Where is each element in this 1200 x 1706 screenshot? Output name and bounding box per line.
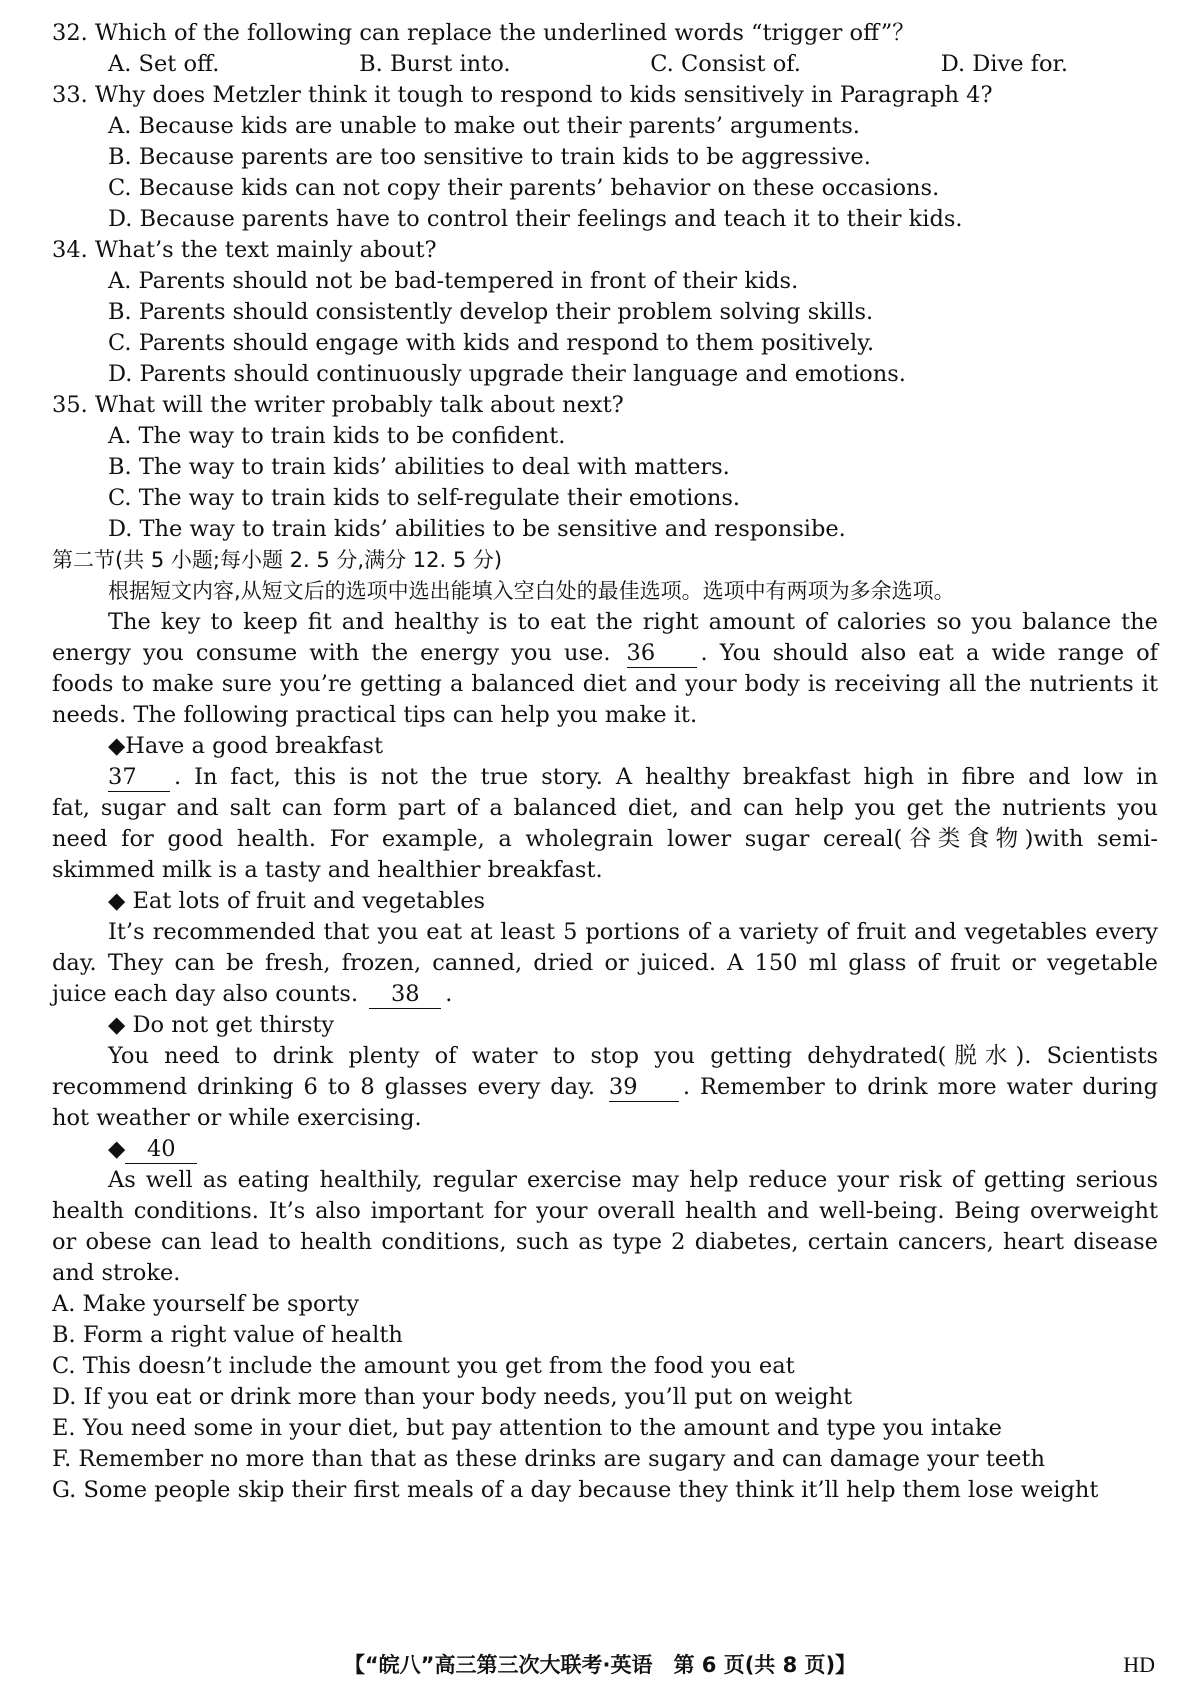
passage-p5-line1: As well as eating healthily, regular exercise may help reduce your risk of getting serious xyxy=(108,1167,1158,1193)
passage-p4-line2 xyxy=(52,1071,1158,1104)
passage-p2-line4: skimmed milk is a tasty and healthier breakfast. xyxy=(52,857,603,883)
passage-p1-line4: needs. The following practical tips can help you make it. xyxy=(52,702,698,728)
section2-heading: 第二节(共 5 小题;每小题 2. 5 分,满分 12. 5 分) xyxy=(52,548,503,572)
blank-40[interactable]: 40 xyxy=(125,1135,197,1164)
heading-breakfast: ◆Have a good breakfast xyxy=(108,733,383,759)
q32-options xyxy=(108,48,1068,81)
q32-stem: 32. Which of the following can replace the underlined words “trigger off”？ xyxy=(52,20,915,46)
q32-option-c[interactable]: C. Consist of. xyxy=(650,51,801,77)
diamond-icon: ◆ xyxy=(108,1136,126,1162)
q34-option-a[interactable]: A. Parents should not be bad-tempered in front of their kids. xyxy=(108,268,799,294)
choice-g[interactable]: G. Some people skip their first meals of a day because they think it’ll help them lose weight xyxy=(52,1477,1099,1503)
footer-code: HD xyxy=(1123,1652,1155,1677)
q33-option-c[interactable]: C. Because kids can not copy their parents’ behavior on these occasions. xyxy=(108,175,940,201)
choice-d[interactable]: D. If you eat or drink more than your body needs, you’ll put on weight xyxy=(52,1384,853,1410)
blank-36[interactable]: 36 xyxy=(627,639,697,668)
q35-option-b[interactable]: B. The way to train kids’ abilities to deal with matters. xyxy=(108,454,730,480)
q32-option-d[interactable]: D. Dive for. xyxy=(940,51,1068,77)
passage-p3-line3 xyxy=(52,978,1158,1011)
choice-a[interactable]: A. Make yourself be sporty xyxy=(52,1291,360,1317)
q32-option-b[interactable]: B. Burst into. xyxy=(359,51,511,77)
choice-b[interactable]: B. Form a right value of health xyxy=(52,1322,403,1348)
choice-e[interactable]: E. You need some in your diet, but pay attention to the amount and type you intake xyxy=(52,1415,1002,1441)
choice-f[interactable]: F. Remember no more than that as these drinks are sugary and can damage your teeth xyxy=(52,1446,1045,1472)
passage-p2-line2: fat, sugar and salt can form part of a balanced diet, and can help you get the nutrients you xyxy=(52,795,1158,821)
passage-p4-line3: hot weather or while exercising. xyxy=(52,1105,422,1131)
q35-option-a[interactable]: A. The way to train kids to be confident. xyxy=(108,423,566,449)
passage-p1-line3: foods to make sure you’re getting a balanced diet and your body is receiving all the nutrients it xyxy=(52,671,1158,697)
blank-37[interactable]: 37 xyxy=(108,763,170,792)
choice-c[interactable]: C. This doesn’t include the amount you get from the food you eat xyxy=(52,1353,795,1379)
passage-p2-line3: need for good health. For example, a wholegrain lower sugar cereal(谷类食物)with semi- xyxy=(52,826,1158,852)
passage-p3-line1: It’s recommended that you eat at least 5 portions of a variety of fruit and vegetables every xyxy=(108,919,1158,945)
passage-p5-line2: health conditions. It’s also important for your overall health and well-being. Being overweight xyxy=(52,1198,1158,1224)
passage-p3-line3-a: juice each day also counts. xyxy=(52,981,359,1007)
passage-p3-line2: day. They can be fresh, frozen, canned, dried or juiced. A 150 ml glass of fruit or vegetable xyxy=(52,950,1158,976)
passage-p1-line2-b: . You should also eat a wide range of xyxy=(700,640,1159,666)
blank-39[interactable]: 39 xyxy=(609,1073,679,1102)
passage-p4-line2-a: recommend drinking 6 to 8 glasses every day. xyxy=(52,1074,595,1100)
passage-p3-line3-b: . xyxy=(445,981,453,1007)
page-footer: 【“皖八”高三第三次大联考·英语 第 6 页(共 8 页)】 xyxy=(343,1653,857,1677)
passage-p1-line1: The key to keep fit and healthy is to eat the right amount of calories so you balance the xyxy=(108,609,1158,635)
heading-fruit-vegetables: ◆ Eat lots of fruit and vegetables xyxy=(108,888,486,914)
passage-p4-line2-b: . Remember to drink more water during xyxy=(682,1074,1159,1100)
q34-option-d[interactable]: D. Parents should continuously upgrade their language and emotions. xyxy=(108,361,906,387)
q34-option-b[interactable]: B. Parents should consistently develop their problem solving skills. xyxy=(108,299,874,325)
blank-38[interactable]: 38 xyxy=(369,980,441,1009)
q33-option-a[interactable]: A. Because kids are unable to make out their parents’ arguments. xyxy=(108,113,860,139)
q35-option-d[interactable]: D. The way to train kids’ abilities to be sensitive and responsibe. xyxy=(108,516,846,542)
q35-stem: 35. What will the writer probably talk about next? xyxy=(52,392,624,418)
passage-p2-line1-b: . In fact, this is not the true story. A healthy breakfast high in fibre and low in xyxy=(174,764,1158,790)
passage-p5-line3: or obese can lead to health conditions, such as type 2 diabetes, certain cancers, heart disease xyxy=(52,1229,1158,1255)
passage-p5-line4: and stroke. xyxy=(52,1260,181,1286)
passage-p1-line2 xyxy=(52,637,1158,670)
section2-instruction: 根据短文内容,从短文后的选项中选出能填入空白处的最佳选项。选项中有两项为多余选项。 xyxy=(108,579,955,603)
q33-stem: 33. Why does Metzler think it tough to respond to kids sensitively in Paragraph 4? xyxy=(52,82,993,108)
passage-p2-line1 xyxy=(108,761,1158,794)
passage-p1-line2-a: energy you consume with the energy you use. xyxy=(52,640,611,666)
q32-option-a[interactable]: A. Set off. xyxy=(108,51,220,77)
q34-option-c[interactable]: C. Parents should engage with kids and respond to them positively. xyxy=(108,330,875,356)
passage-p4-line1: You need to drink plenty of water to stop you getting dehydrated(脱水). Scientists xyxy=(108,1043,1158,1069)
q34-stem: 34. What’s the text mainly about? xyxy=(52,237,437,263)
heading-40 xyxy=(108,1133,1200,1166)
heading-thirsty: ◆ Do not get thirsty xyxy=(108,1012,335,1038)
q33-option-b[interactable]: B. Because parents are too sensitive to train kids to be aggressive. xyxy=(108,144,871,170)
q35-option-c[interactable]: C. The way to train kids to self-regulate their emotions. xyxy=(108,485,741,511)
q33-option-d[interactable]: D. Because parents have to control their feelings and teach it to their kids. xyxy=(108,206,963,232)
